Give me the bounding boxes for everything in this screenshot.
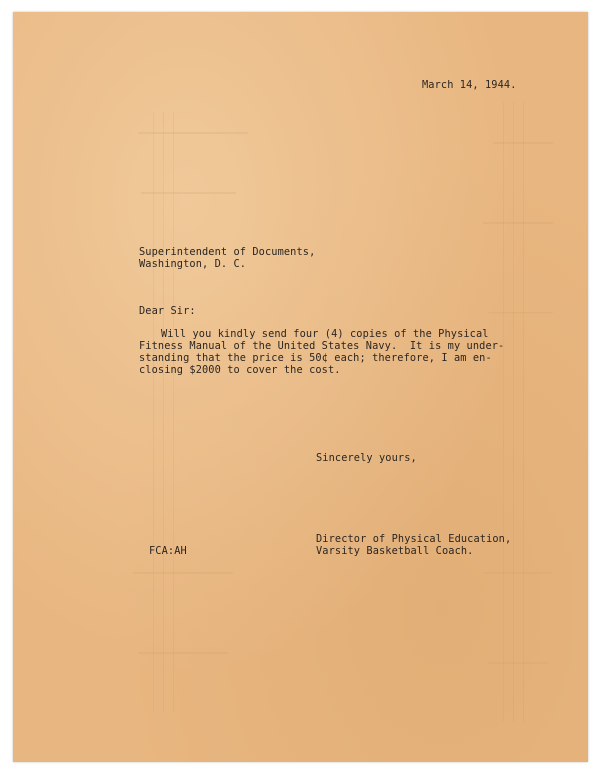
letter-date: March 14, 1944. [422,79,517,91]
salutation: Dear Sir: [139,305,196,317]
signature-title: Director of Physical Education, [316,533,512,545]
body-line: Fitness Manual of the United States Navy. It is my under- [139,340,505,352]
reference-initials: FCA:AH [149,545,187,557]
recipient-name: Superintendent of Documents, [139,246,316,258]
body-line: standing that the price is 50¢ each; therefore, I am en- [139,352,492,364]
body-line: Will you kindly send four (4) copies of the Physical [161,328,489,340]
recipient-city: Washington, D. C. [139,258,247,270]
paper-texture [13,12,588,762]
closing: Sincerely yours, [316,452,417,464]
body-line: closing $2000 to cover the cost. [139,364,341,376]
letter-page [13,12,588,762]
signature-role: Varsity Basketball Coach. [316,545,474,557]
